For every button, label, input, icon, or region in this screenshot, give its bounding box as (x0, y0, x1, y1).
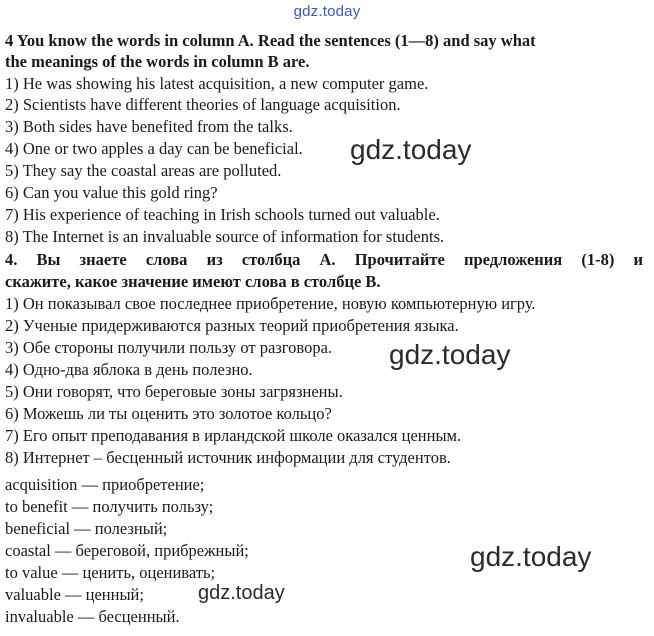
glossary-item: acquisition — приобретение; (5, 475, 205, 494)
glossary-item: invaluable — бесценный. (5, 607, 180, 626)
english-heading-line-2: the meanings of the words in column B are. (5, 52, 310, 71)
heading-word: Вы (36, 250, 61, 269)
russian-heading-line-1 (5, 250, 643, 270)
english-sentence-2: 2) Scientists have different theories of language acquisition. (5, 95, 401, 114)
heading-word: и (633, 250, 643, 269)
russian-sentence-5: 5) Они говорят, что береговые зоны загрязнены. (5, 382, 343, 401)
russian-heading-line-2: скажите, какое значение имеют слова в столбце В. (5, 272, 381, 291)
watermark-top: gdz.today (293, 3, 361, 20)
heading-word: 4. (5, 250, 18, 269)
glossary-item: coastal — береговой, прибрежный; (5, 541, 249, 560)
watermark: gdz.today (470, 541, 592, 572)
russian-sentence-6: 6) Можешь ли ты оценить это золотое кольцо? (5, 404, 332, 423)
english-sentence-3: 3) Both sides have benefited from the talks. (5, 117, 293, 136)
russian-sentence-4: 4) Одно-два яблока в день полезно. (5, 360, 253, 379)
english-sentence-6: 6) Can you value this gold ring? (5, 183, 218, 202)
russian-sentence-3: 3) Обе стороны получили пользу от разговора. (5, 338, 333, 357)
watermark: gdz.today (198, 582, 285, 604)
english-sentence-4: 4) One or two apples a day can be beneficial. (5, 139, 303, 158)
heading-word: (1-8) (581, 250, 615, 269)
heading-word: Прочитайте (354, 250, 445, 269)
russian-sentence-2: 2) Ученые придерживаются разных теорий приобретения языка. (5, 316, 459, 335)
heading-word: предложения (463, 250, 563, 269)
glossary-item: valuable — ценный; (5, 585, 144, 604)
english-sentence-8: 8) The Internet is an invaluable source of information for students. (5, 227, 445, 246)
watermark: gdz.today (350, 134, 472, 165)
heading-word: А. (319, 250, 336, 269)
watermark: gdz.today (389, 339, 511, 370)
heading-word: знаете (79, 250, 127, 269)
glossary-item: to benefit — получить пользу; (5, 497, 214, 516)
glossary-item: beneficial — полезный; (5, 519, 168, 538)
english-sentence-7: 7) His experience of teaching in Irish schools turned out valuable. (5, 205, 440, 224)
heading-word: из (206, 250, 223, 269)
russian-sentence-7: 7) Его опыт преподавания в ирландской школе оказался ценным. (5, 426, 462, 445)
heading-word: слова (145, 250, 188, 269)
russian-sentence-8: 8) Интернет – бесценный источник информации для студентов. (5, 448, 451, 467)
russian-sentence-1: 1) Он показывал свое последнее приобретение, новую компьютерную игру. (5, 294, 536, 313)
english-sentence-1: 1) He was showing his latest acquisition, a new computer game. (5, 74, 429, 93)
heading-word: столбца (241, 250, 301, 269)
glossary-item: to value — ценить, оценивать; (5, 563, 216, 582)
english-heading-line-1: 4 You know the words in column A. Read the sentences (1—8) and say what (5, 31, 536, 50)
english-sentence-5: 5) They say the coastal areas are polluted. (5, 161, 282, 180)
